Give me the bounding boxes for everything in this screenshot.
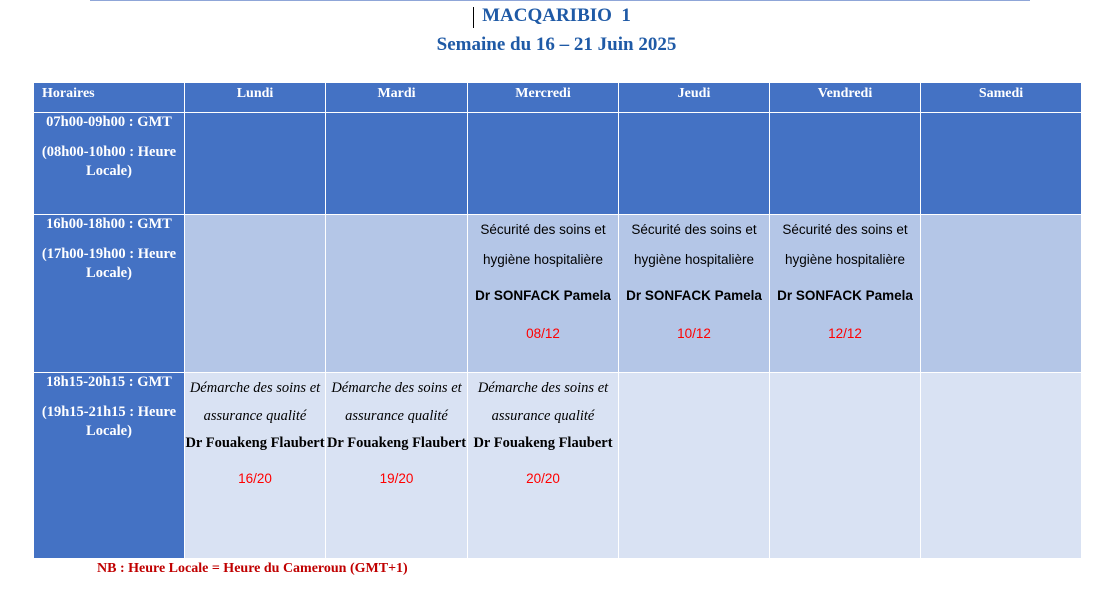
course-name: Sécurité des soins et hygiène hospitalière: [480, 222, 606, 267]
attendance-count: 19/20: [379, 471, 414, 486]
attendance-count: 16/20: [238, 471, 272, 486]
time-slot-cell: [34, 113, 185, 215]
course-name: Démarche des soins et assurance qualité: [477, 380, 609, 424]
header-mardi: Mardi: [326, 83, 468, 113]
cell-lundi: [185, 373, 326, 559]
time-utc: 07h00-09h00 : GMT: [46, 114, 172, 130]
header-horaires: Horaires: [34, 83, 185, 113]
cell-samedi: [921, 113, 1082, 215]
time-utc: 16h00-18h00 : GMT: [46, 216, 172, 232]
header-jeudi: Jeudi: [619, 83, 770, 113]
cell-mardi: [326, 373, 468, 559]
cell-vendredi: [770, 215, 921, 373]
course-block: [770, 215, 920, 343]
header-samedi: Samedi: [921, 83, 1082, 113]
time-local: (19h15-21h15 : Heure Locale): [41, 404, 177, 439]
time-slot-cell: [34, 215, 185, 373]
cell-lundi: [185, 113, 326, 215]
table-row: [34, 373, 1082, 559]
cell-jeudi: [619, 215, 770, 373]
cell-mardi: [326, 215, 468, 373]
cell-jeudi: [619, 113, 770, 215]
cell-mercredi: [468, 215, 619, 373]
header-lundi: Lundi: [185, 83, 326, 113]
course-block: [185, 373, 325, 486]
course-name: Sécurité des soins et hygiène hospitalière: [782, 222, 908, 267]
cell-vendredi: [770, 373, 921, 559]
attendance-count: 12/12: [828, 326, 862, 341]
cell-samedi: [921, 215, 1082, 373]
course-doctor: Dr SONFACK Pamela: [475, 288, 611, 303]
cell-mardi: [326, 113, 468, 215]
cell-mercredi: [468, 373, 619, 559]
course-name: Démarche des soins et assurance qualité: [331, 380, 462, 424]
time-local: (08h00-10h00 : Heure Locale): [41, 144, 177, 179]
top-rule: [90, 0, 1030, 1]
course-name: Démarche des soins et assurance qualité: [189, 380, 321, 424]
course-block: [326, 373, 467, 486]
cell-mercredi: [468, 113, 619, 215]
document-title: MACQARIBIO 1: [482, 5, 631, 26]
time-utc: 18h15-20h15 : GMT: [46, 374, 172, 390]
cell-jeudi: [619, 373, 770, 559]
table-header-row: [34, 83, 1082, 113]
course-doctor: Dr SONFACK Pamela: [777, 288, 913, 303]
schedule-table: [33, 82, 1082, 559]
course-block: [468, 373, 618, 486]
attendance-count: 20/20: [526, 471, 560, 486]
time-local: (17h00-19h00 : Heure Locale): [41, 246, 177, 281]
course-name: Sécurité des soins et hygiène hospitalière: [631, 222, 757, 267]
course-block: [619, 215, 769, 343]
table-row: [34, 113, 1082, 215]
time-slot-cell: [34, 373, 185, 559]
cell-samedi: [921, 373, 1082, 559]
text-cursor: [473, 7, 474, 28]
course-doctor: Dr SONFACK Pamela: [626, 288, 762, 303]
course-doctor: Dr Fouakeng Flaubert: [326, 435, 467, 451]
document-subtitle: Semaine du 16 – 21 Juin 2025: [436, 34, 677, 55]
header-mercredi: Mercredi: [468, 83, 619, 113]
attendance-count: 10/12: [677, 326, 711, 341]
cell-vendredi: [770, 113, 921, 215]
footnote: NB : Heure Locale = Heure du Cameroun (GMT+1): [97, 561, 408, 576]
table-row: [34, 215, 1082, 373]
course-doctor: Dr Fouakeng Flaubert: [473, 435, 613, 451]
header-vendredi: Vendredi: [770, 83, 921, 113]
cell-lundi: [185, 215, 326, 373]
course-doctor: Dr Fouakeng Flaubert: [185, 435, 325, 451]
course-block: [468, 215, 618, 343]
attendance-count: 08/12: [526, 326, 560, 341]
